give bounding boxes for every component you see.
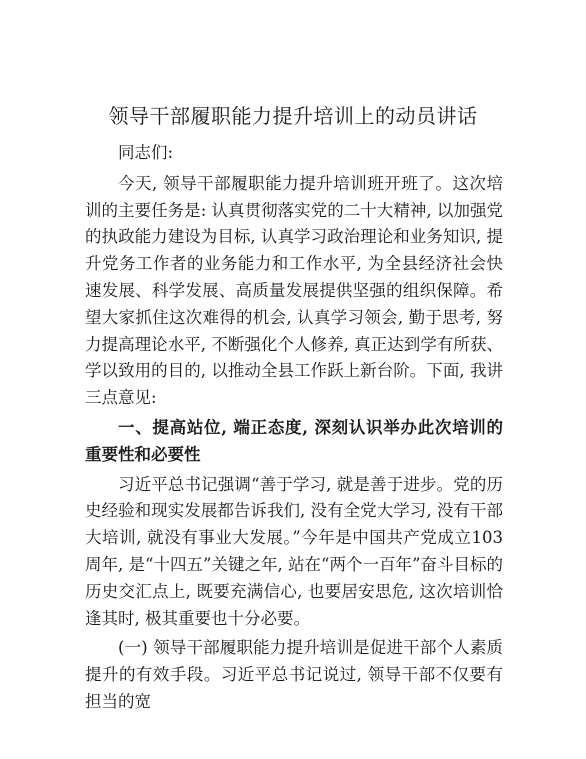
document-title: 领导干部履职能力提升培训上的动员讲话	[108, 104, 478, 128]
paragraph-intro: 今天, 领导干部履职能力提升培训班开班了。这次培训的主要任务是: 认真贯彻落实党的二十大精神, 以加强党的执政能力建设为目标, 认真学习政治理论和业务知识, 提升党务工作者的业务能力和工作水平, 为全县经济社会快速发展、科学发展、高质量发展提供坚强的组织保障。希望大家抓住这次难得的机会, 认真学习领会, 勤于思考, 努力提高理论水平, 不断强化个人修养, 真正达到学有所获、学以致用的目的, 以推动全县工作跃上新台阶。下面, 我讲三点意见:	[85, 173, 503, 408]
section-heading-1: 一、提高站位, 端正态度, 深刻认识举办此次培训的重要性和必要性	[85, 417, 503, 464]
subsection-paragraph-1: (一) 领导干部履职能力提升培训是促进干部个人素质提升的有效手段。习近平总书记说过, 领导干部不仅要有担当的宽	[85, 638, 503, 711]
salutation: 同志们:	[118, 143, 174, 162]
document-body	[85, 140, 503, 716]
paragraph-section-1: 习近平总书记强调“善于学习, 就是善于进步。党的历史经验和现实发展都告诉我们, 没有全党大学习, 没有干部大培训, 就没有事业大发展。”今年是中国共产党成立103周年, 是“十四五”关键之年, 站在“两个一百年”奋斗目标的历史交汇点上, 既要充满信心, 也要居安思危, 这次培训恰逢其时, 极其重要也十分必要。	[85, 474, 503, 628]
